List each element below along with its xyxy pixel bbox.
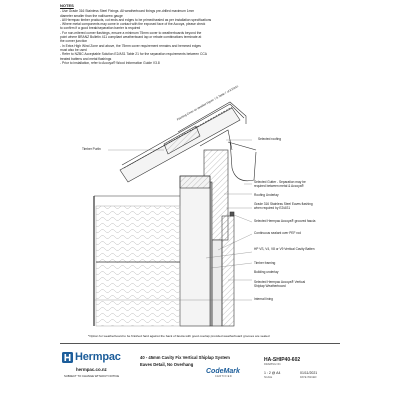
callout-timber-framing: Timber framing bbox=[254, 261, 276, 265]
note-line: - Refer to NZBC Acceptable Solution E2/AS1 Table 21 for the separation requirements between CCA bbox=[60, 52, 207, 57]
label-selected-roofing: Selected roofing bbox=[258, 137, 282, 141]
codemark-text: CodeMark bbox=[206, 368, 240, 375]
pef-sealant bbox=[230, 212, 234, 216]
note-line: must also be used bbox=[60, 47, 87, 52]
callout-sealant: Continuous sealant over PEF rod bbox=[254, 231, 301, 235]
label-timber-purlin: Timber Purlin bbox=[82, 147, 101, 151]
callout-fascia: Selected Hermpac Accoya® grooved fascia bbox=[254, 219, 316, 223]
note-line: the corner junction bbox=[60, 39, 88, 44]
callout-internal-lining: Internal lining bbox=[254, 297, 273, 301]
callout-building-underlay: Building underlay bbox=[254, 270, 279, 274]
brand-name: Hermpac bbox=[75, 351, 121, 363]
brand-url: hermpac.co.nz bbox=[76, 367, 107, 372]
gutter-assembly bbox=[228, 140, 256, 181]
note-line: to confirm if a good break/separation barrier is required bbox=[60, 26, 141, 31]
hermpac-logo-icon bbox=[62, 352, 73, 363]
date-caption: DATE ISSUED bbox=[300, 376, 317, 379]
hermpac-logo bbox=[62, 350, 136, 382]
top-plate bbox=[180, 176, 210, 188]
system-title: 40 - 45mm Cavity Fix Vertical Shiplap System bbox=[140, 355, 230, 360]
building-underlay bbox=[210, 182, 212, 326]
gutter-bracket bbox=[228, 142, 256, 150]
note-line: - In Extra High Wind Zone and above, the 75mm cover requirement remains and hemmed edges bbox=[60, 43, 201, 48]
note-line: - For non-mitered corner flashings, ensure a minimum 75mm cover to weatherboards beyond the bbox=[60, 30, 202, 35]
note-line: point where BRANZ Bulletin 411 compliant weatherboard lap or rebate combinations terminate at bbox=[60, 35, 202, 40]
drawing-number-caption: DRAWING NO. bbox=[264, 363, 282, 366]
timber-framing bbox=[180, 176, 210, 326]
detail-description: Eaves Detail, No Overhang bbox=[140, 362, 194, 367]
drawing-number: HA-SHIP40-602 bbox=[264, 357, 301, 363]
note-line: treated battens and metal flashings bbox=[60, 56, 112, 61]
subject-to-change: SUBJECT TO CHANGE WITHOUT NOTICE bbox=[64, 374, 120, 378]
callout-cavity-batten: HP VS, V4, V8 or V9 Vertical Cavity Batten bbox=[254, 247, 315, 251]
notes-title: NOTES bbox=[60, 3, 74, 8]
date-value: 01/11/2021 bbox=[300, 371, 318, 375]
codemark-logo bbox=[206, 368, 252, 380]
note-line: - Use Grade 316 Stainless Steel Fixings. All weatherboard fixings pre-drilled maximum 1mm bbox=[60, 9, 195, 14]
footnote: *Option for weatherboard to be finished hard against the back of fascia with good overlap provided weatherboard grooves are sealed bbox=[88, 335, 270, 338]
cavity-batten bbox=[212, 240, 222, 326]
label-flashing-cover: Flashing Cover as detailed Figure 7 & Table 7 of E2/AS1 bbox=[176, 84, 240, 122]
codemark-certified: CERTIFIED bbox=[215, 375, 233, 378]
callout-eaves-flashing: Grade 316 Stainless Steel Eaves flashing when required by E2/AS1 bbox=[254, 202, 313, 210]
note-line: - Prior to installation, refer to Accoya® Wood Information Guide V3.8 bbox=[60, 60, 160, 65]
scale-value: 1 : 2 @ A4 bbox=[264, 371, 281, 375]
wall-insulation bbox=[96, 206, 180, 326]
note-line: - Where metal components may come in contact with the exposed face of the Accoya, please check bbox=[60, 22, 206, 27]
note-line: diameter smaller than the nail/screw gauge bbox=[60, 13, 123, 18]
note-line: - All Hermpac timber products, cut ends and edges to be primed/sealed as per installation specifications bbox=[60, 17, 212, 22]
callout-roofing-underlay: Roofing Underlay bbox=[254, 193, 279, 197]
scale-caption: SCALE bbox=[264, 376, 273, 379]
wall-assembly bbox=[94, 150, 234, 326]
shiplap-weatherboard bbox=[222, 216, 234, 326]
callout-weatherboard: Selected Hermpac Accoya® Vertical Shiplap Weatherboard bbox=[254, 280, 306, 288]
title-block bbox=[60, 343, 340, 384]
callout-gutter: Selected Gutter - Separation may be required between metal & Accoya® bbox=[254, 180, 306, 188]
